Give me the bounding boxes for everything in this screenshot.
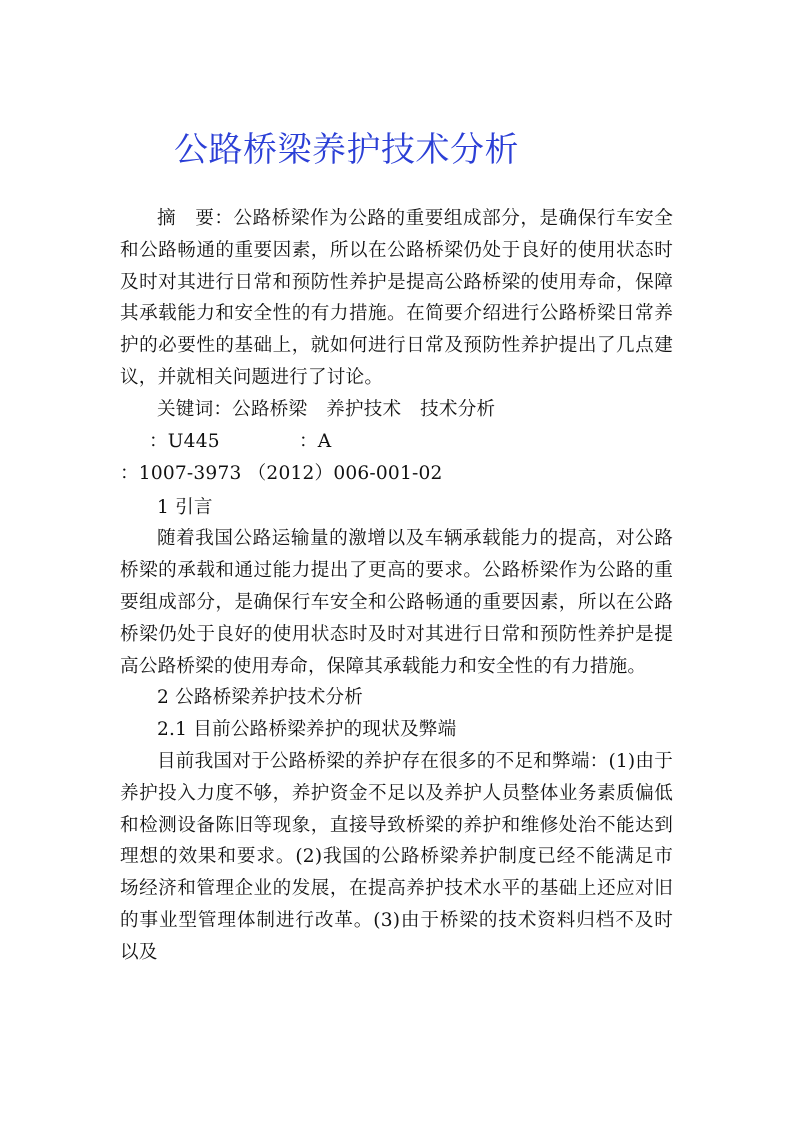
abstract-paragraph: 摘 要：公路桥梁作为公路的重要组成部分，是确保行车安全和公路畅通的重要因素，所以在公路桥梁仍处于良好的使用状态时及时对其进行日常和预防性养护是提高公路桥梁的使用寿命，保障其承载能力和安全性的有力措施。在简要介绍进行公路桥梁日常养护的必要性的基础上，就如何进行日常及预防性养护提出了几点建议，并就相关问题进行了讨论。 xyxy=(120,208,673,388)
article-id: ：1007-3973 （2012）006-001-02 xyxy=(120,462,443,484)
document-code: ：A xyxy=(299,430,332,452)
document-title: 公路桥梁养护技术分析 xyxy=(174,130,519,170)
section-2-heading: 2 公路桥梁养护技术分析 xyxy=(157,687,364,709)
section-2-1-paragraph: 目前我国对于公路桥梁的养护存在很多的不足和弊端：(1)由于养护投入力度不够，养护资金不足以及养护人员整体业务素质偏低和检测设备陈旧等现象，直接导致桥梁的养护和维修处治不能达到理想的效果和要求。(2)我国的公路桥梁养护制度已经不能满足市场经济和管理企业的发展，在提高养护技术水平的基础上还应对旧的事业型管理体制进行改革。(3)由于桥梁的技术资料归档不及时以及 xyxy=(120,750,673,963)
metadata-line xyxy=(120,426,673,490)
section-1-paragraph: 随着我国公路运输量的激增以及车辆承载能力的提高，对公路桥梁的承载和通过能力提出了更高的要求。公路桥梁作为公路的重要组成部分，是确保行车安全和公路畅通的重要因素，所以在公路桥梁仍处于良好的使用状态时及时对其进行日常和预防性养护是提高公路桥梁的使用寿命，保障其承载能力和安全性的有力措施。 xyxy=(120,528,673,677)
keywords-line: 关键词：公路桥梁 养护技术 技术分析 xyxy=(157,398,496,420)
section-1-heading: 1 引言 xyxy=(157,496,213,518)
classification-code: ：U445 xyxy=(149,430,220,452)
section-2-1-heading: 2.1 目前公路桥梁养护的现状及弊端 xyxy=(157,719,457,741)
document-body xyxy=(120,203,673,969)
